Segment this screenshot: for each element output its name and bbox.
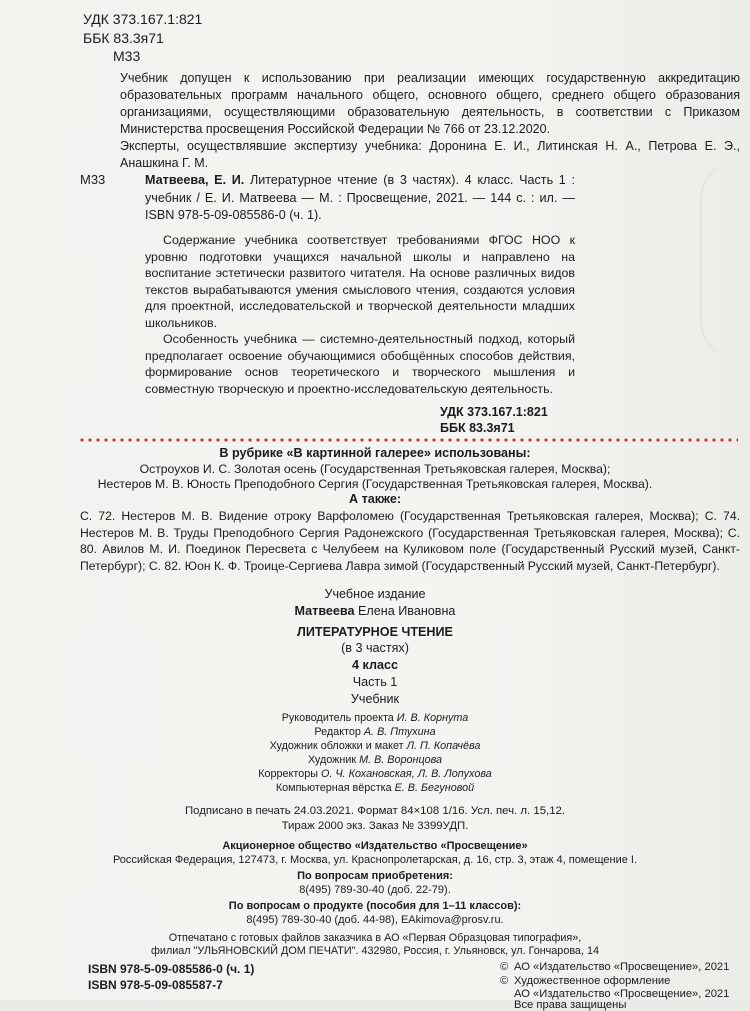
- credit-role: Корректоры: [258, 768, 321, 780]
- credit-role: Руководитель проекта: [281, 712, 397, 724]
- book-parts: (в 3 частях): [341, 641, 409, 655]
- bibliographic-record: [145, 172, 575, 225]
- credit-line: [0, 768, 750, 780]
- imprint-author-surname: Матвеева: [294, 604, 355, 618]
- publisher-name: Акционерное общество «Издательство «Просвещение»: [222, 840, 528, 852]
- purchase-heading: По вопросам приобретения:: [297, 870, 453, 882]
- approval-text: Учебник допущен к использованию при реализации имеющих государственную аккредитацию образовательных программ начального общего, основного общего, среднего общего образования организациями, осуществляющими образовательную деятельность, в соответствии с Приказом Министерства просвещения Российской Федерации № 766 от 23.12.2020.: [120, 71, 740, 136]
- credit-line: [0, 740, 750, 752]
- publisher-address: Российская Федерация, 127473, г. Москва, ул. Краснопролетарская, д. 16, стр. 3, этаж 4, помещение I.: [112, 854, 638, 866]
- gallery-item-2: Нестеров М. В. Юность Преподобного Сергия (Государственная Третьяковская галерея, Москва).: [97, 477, 653, 491]
- credit-name: Л. П. Копачёва: [406, 740, 481, 752]
- gallery-item-1: Остроухов И. С. Золотая осень (Государственная Третьяковская галерея, Москва);: [139, 462, 611, 476]
- book-kind: Учебник: [350, 692, 400, 706]
- copyright-icon: ©: [500, 975, 509, 987]
- credit-name: А. В. Птухина: [363, 726, 436, 738]
- imprint-author: [0, 604, 750, 618]
- copyright-line-1: [500, 961, 729, 973]
- author-mark: М33: [113, 48, 141, 64]
- edition-type: Учебное издание: [324, 587, 426, 601]
- abstract-paragraph-1: Содержание учебника соответствует требованиями ФГОС НОО к уровню подготовки учащихся начальной школы и направлено на воспитание эстетически развитого читателя. На основе различных видов текстов вырабатываются умения смыслового чтения, создаются условия для проектной, исследовательской и творческой деятельности младших школьников.: [145, 233, 575, 330]
- copyright-line-3: АО «Издательство «Просвещение», 2021: [514, 988, 730, 1000]
- book-part: Часть 1: [352, 675, 398, 689]
- product-heading: По вопросам о продукте (пособия для 1–11 классов):: [228, 900, 522, 912]
- copyright-icon: ©: [500, 961, 509, 973]
- print-info-2: Тираж 2000 экз. Заказ № 3399УДП.: [281, 820, 469, 832]
- product-contact: 8(495) 789-30-40 (доб. 44-98), EAkimova@prosv.ru.: [246, 914, 504, 926]
- abstract: [145, 232, 575, 397]
- copyright-text: Художественное оформление: [514, 975, 671, 987]
- credit-role: Художник: [307, 754, 360, 766]
- abstract-paragraph-2: Особенность учебника — системно-деятельностный подход, который предполагает освоение обучающимися обобщённых способов действия, формирование основ теоретического и творческого мышления и совместную творческую и проектно-исследовательскую деятельность.: [145, 332, 575, 396]
- purchase-phone: 8(495) 789-30-40 (доб. 22-79).: [299, 884, 451, 896]
- credit-line: [0, 782, 750, 794]
- biblio-description: Литературное чтение (в 3 частях). 4 класс. Часть 1 : учебник / Е. И. Матвеева — М. : Просвещение, 2021. — 144 с. : ил. — ISBN 978-5-09-085586-0 (ч. 1).: [145, 173, 575, 222]
- gallery-heading: В рубрике «В картинной галерее» использованы:: [219, 446, 531, 460]
- also-heading: А также:: [348, 492, 402, 506]
- bbk-code: ББК 83.3я71: [83, 30, 164, 46]
- biblio-author: Матвеева, Е. И.: [145, 173, 245, 187]
- approval-notice: [120, 70, 740, 172]
- credit-role: Компьютерная вёрстка: [275, 782, 395, 794]
- copyright-text: АО «Издательство «Просвещение», 2021: [514, 961, 730, 973]
- all-rights-reserved: Все права защищены: [514, 999, 627, 1011]
- udk-code: УДК 373.167.1:821: [83, 11, 203, 27]
- also-list: С. 72. Нестеров М. В. Видение отроку Варфоломею (Государственная Третьяковская галерея, Москва); С. 74. Нестеров М. В. Труды Преподобного Сергия Радонежского (Государственная Третьяковская галерея, Москва); С. 80. Авилов М. И. Поединок Пересвета с Челубеем на Куликовом поле (Государственный Русский музей, Санкт-Петербург); С. 82. Юон К. Ф. Троице-Сергиева Лавра зимой (Государственный Русский музей, Санкт-Петербург).: [80, 509, 740, 573]
- book-grade: 4 класс: [352, 658, 398, 672]
- udk-block-bottom: [440, 404, 548, 436]
- imprint-author-name: Елена Ивановна: [354, 604, 456, 618]
- credit-name: М. В. Воронцова: [359, 754, 443, 766]
- print-info-1: Подписано в печать 24.03.2021. Формат 84×108 1/16. Усл. печ. л. 15,12.: [184, 805, 566, 817]
- credit-line: [0, 726, 750, 738]
- bbk-code-bottom: ББК 83.3я71: [440, 421, 515, 435]
- credit-name: О. Ч. Кохановская, Л. В. Лопухова: [321, 768, 492, 780]
- book-title: ЛИТЕРАТУРНОЕ ЧТЕНИЕ: [297, 625, 453, 639]
- biblio-code: М33: [80, 172, 106, 187]
- credit-line: [0, 754, 750, 766]
- page-edge-shadow: [700, 160, 742, 360]
- dotted-divider: [78, 438, 738, 442]
- printed-by-2: филиал "УЛЬЯНОВСКИЙ ДОМ ПЕЧАТИ". 432980, Россия, г. Ульяновск, ул. Гончарова, 14: [151, 945, 599, 957]
- udk-block-top: [83, 10, 202, 48]
- copyright-line-2: [500, 975, 670, 987]
- credit-role: Редактор: [314, 726, 364, 738]
- isbn-part: ISBN 978-5-09-085586-0 (ч. 1): [88, 962, 255, 976]
- printed-by-1: Отпечатано с готовых файлов заказчика в АО «Первая Образцовая типография»,: [168, 932, 582, 944]
- credit-name: И. В. Корнута: [396, 712, 469, 724]
- isbn-set: ISBN 978-5-09-085587-7: [88, 978, 223, 992]
- experts-text: Эксперты, осуществлявшие экспертизу учебника: Доронина Е. И., Литинская Н. А., Петрова Е. Э., Анашкина Г. М.: [120, 139, 740, 170]
- credit-line: [0, 712, 750, 724]
- udk-code-bottom: УДК 373.167.1:821: [440, 405, 548, 419]
- credit-role: Художник обложки и макет: [269, 740, 407, 752]
- credit-name: Е. В. Бегуновой: [394, 782, 475, 794]
